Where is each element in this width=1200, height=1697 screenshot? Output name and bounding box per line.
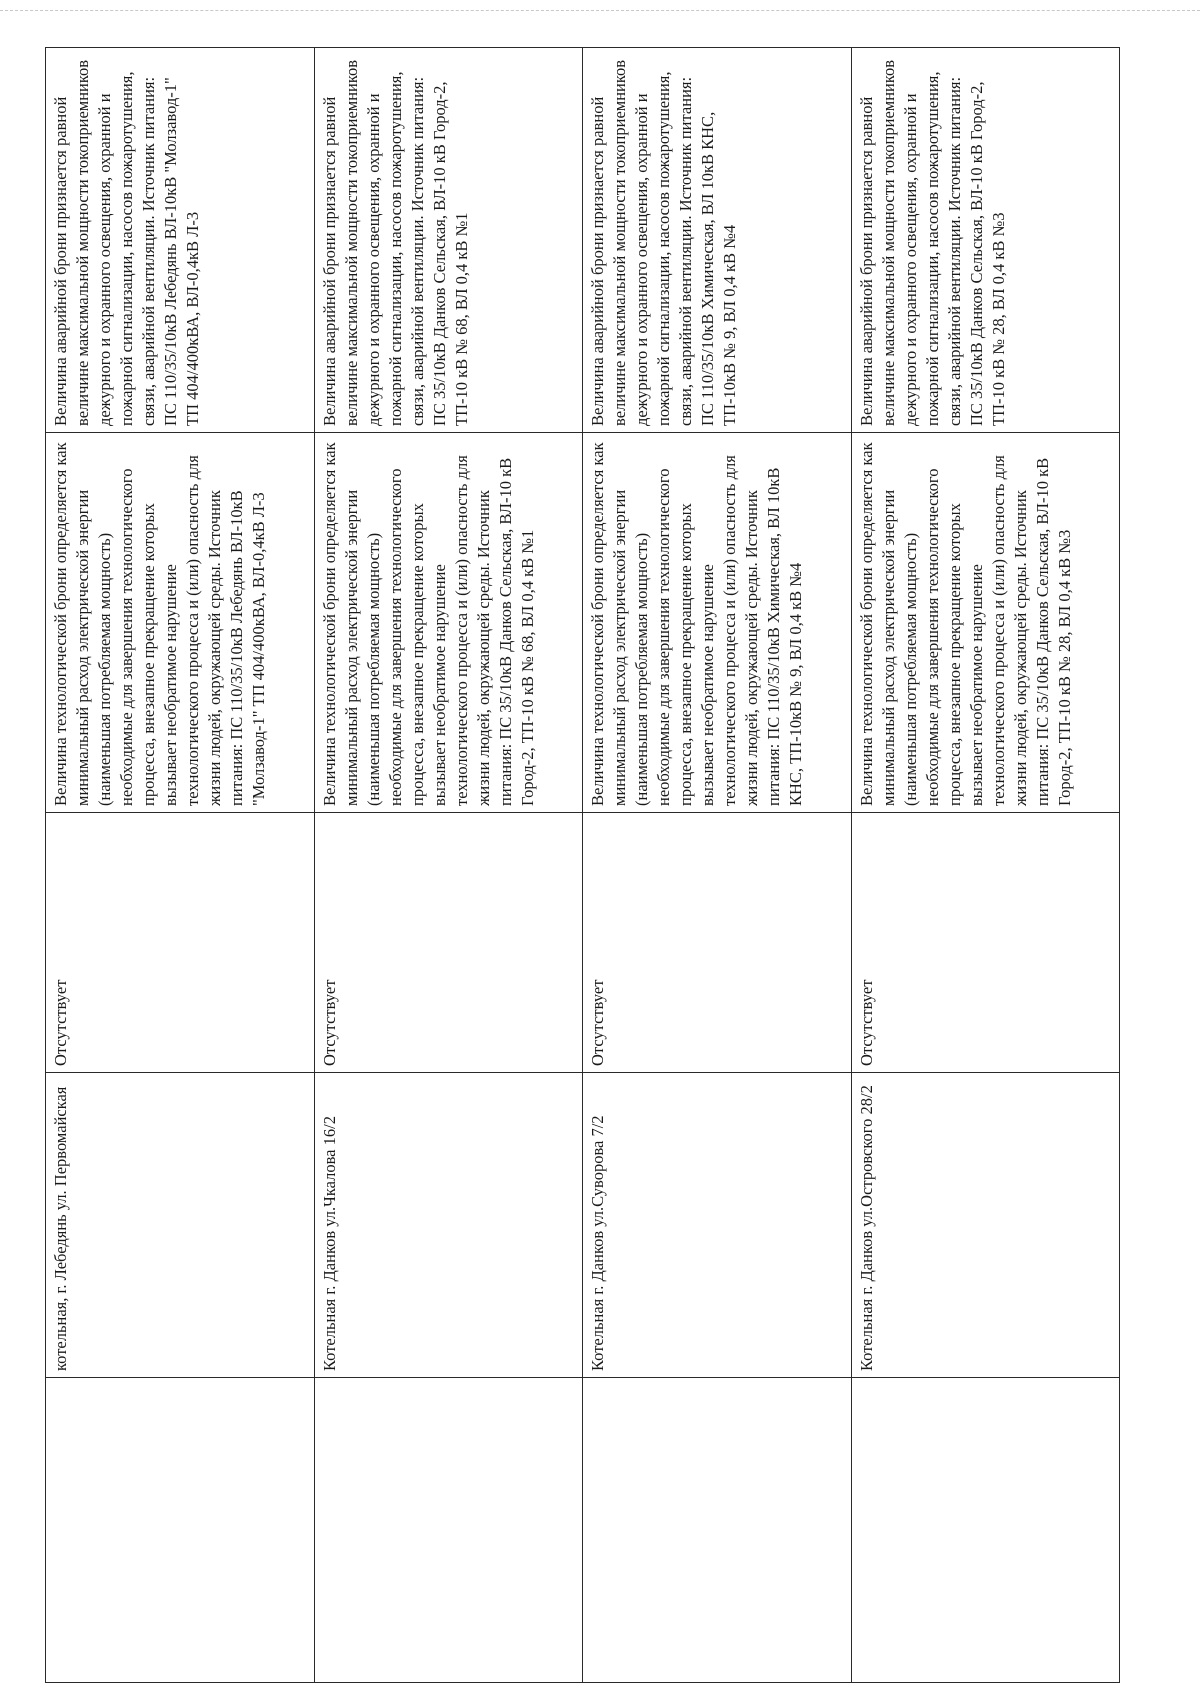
tech-process-cell xyxy=(46,433,315,813)
emergency-cell xyxy=(46,48,315,433)
blank-cell xyxy=(851,1378,1120,1683)
emergency-cell xyxy=(314,48,583,433)
table-row xyxy=(583,48,852,1683)
table-row xyxy=(851,48,1120,1683)
object-name: Котельная г. Данков ул.Чкалова 16/2 xyxy=(319,1116,339,1371)
blank-cell xyxy=(314,1378,583,1683)
emergency-text: Величина аварийной брони признается равной величине максимальной мощности токоприемников дежурного и охранного освещения, охранной и пожарной сигнализации, насосов пожаротушения, связи, аварийной вентиляции. Источник питания: ПС 110/35/10кВ Химическая, ВЛ 10кВ КНС, ТП-10кВ № 9, ВЛ 0,4 кВ №4 xyxy=(588,59,739,426)
tech-armor-value: Отсутствует xyxy=(856,979,876,1066)
tech-process-cell xyxy=(583,433,852,813)
blank-cell xyxy=(583,1378,852,1683)
tech-process-text: Величина технологической брони определяется как минимальный расход электрической энергии (наименьшая потребляемая мощность) необходимые для завершения технологического процесса, внезапное прекращение которых вызывает необратимое нарушение технологического процесса и (или) опасность для жизни людей, окружающей среды. Источник питания: ПС 110/35/10кВ Химическая, ВЛ 10кВ КНС, ТП-10кВ № 9, ВЛ 0,4 кВ №4 xyxy=(588,442,805,806)
object-cell xyxy=(46,1073,315,1378)
object-name: Котельная г. Данков ул.Суворова 7/2 xyxy=(588,1115,607,1371)
power-reserve-table xyxy=(45,47,1120,1683)
tech-armor-cell xyxy=(851,813,1120,1073)
object-name: котельная, г. Лебедянь ул. Первомайская xyxy=(51,1086,70,1371)
tech-armor-cell xyxy=(46,813,315,1073)
blank-cell xyxy=(46,1378,315,1683)
tech-process-text: Величина технологической брони определяется как минимальный расход электрической энергии (наименьшая потребляемая мощность) необходимые для завершения технологического процесса, внезапное прекращение которых вызывает необратимое нарушение технологического процесса и (или) опасность для жизни людей, окружающей среды. Источник питания: ПС 35/10кВ Данков Сельская, ВЛ-10 кВ Город-2, ТП-10 кВ № 68, ВЛ 0,4 кВ №1 xyxy=(319,442,537,806)
tech-armor-value: Отсутствует xyxy=(319,979,339,1066)
tech-armor-cell xyxy=(583,813,852,1073)
emergency-cell xyxy=(583,48,852,433)
tech-process-cell xyxy=(851,433,1120,813)
object-cell xyxy=(851,1073,1120,1378)
emergency-text: Величина аварийной брони признается равной величине максимальной мощности токоприемников дежурного и охранного освещения, охранной и пожарной сигнализации, насосов пожаротушения, связи, аварийной вентиляции. Источник питания: ПС 110/35/10кВ Лебедянь ВЛ-10кВ "Молзавод-1" ТП 404/400кВА, ВЛ-0,4кВ Л-3 xyxy=(51,59,202,426)
tech-process-text: Величина технологической брони определяется как минимальный расход электрической энергии (наименьшая потребляемая мощность) необходимые для завершения технологического процесса, внезапное прекращение которых вызывает необратимое нарушение технологического процесса и (или) опасность для жизни людей, окружающей среды. Источник питания: ПС 35/10кВ Данков Сельская, ВЛ-10 кВ Город-2, ТП-10 кВ № 28, ВЛ 0,4 кВ №3 xyxy=(856,442,1074,806)
object-cell xyxy=(583,1073,852,1378)
tech-process-text: Величина технологической брони определяется как минимальный расход электрической энергии (наименьшая потребляемая мощность) необходимые для завершения технологического процесса, внезапное прекращение которых вызывает необратимое нарушение технологического процесса и (или) опасность для жизни людей, окружающей среды. Источник питания: ПС 110/35/10кВ Лебедянь ВЛ-10кВ "Молзавод-1" ТП 404/400кВА, ВЛ-0,4кВ Л-3 xyxy=(51,442,268,806)
rotated-document-page xyxy=(45,48,1120,1683)
scan-top-edge xyxy=(0,10,1200,11)
emergency-text: Величина аварийной брони признается равной величине максимальной мощности токоприемников дежурного и охранного освещения, охранной и пожарной сигнализации, насосов пожаротушения, связи, аварийной вентиляции. Источник питания: ПС 35/10кВ Данков Сельская, ВЛ-10 кВ Город-2, ТП-10 кВ № 28, ВЛ 0,4 кВ №3 xyxy=(856,59,1008,426)
emergency-text: Величина аварийной брони признается равной величине максимальной мощности токоприемников дежурного и охранного освещения, охранной и пожарной сигнализации, насосов пожаротушения, связи, аварийной вентиляции. Источник питания: ПС 35/10кВ Данков Сельская, ВЛ-10 кВ Город-2, ТП-10 кВ № 68, ВЛ 0,4 кВ №1 xyxy=(319,59,471,426)
tech-armor-cell xyxy=(314,813,583,1073)
table-row xyxy=(46,48,315,1683)
emergency-cell xyxy=(851,48,1120,433)
tech-armor-value: Отсутствует xyxy=(588,979,607,1066)
object-name: Котельная г. Данков ул.Островского 28/2 xyxy=(856,1085,876,1371)
tech-process-cell xyxy=(314,433,583,813)
table-row xyxy=(314,48,583,1683)
tech-armor-value: Отсутствует xyxy=(51,979,70,1066)
object-cell xyxy=(314,1073,583,1378)
